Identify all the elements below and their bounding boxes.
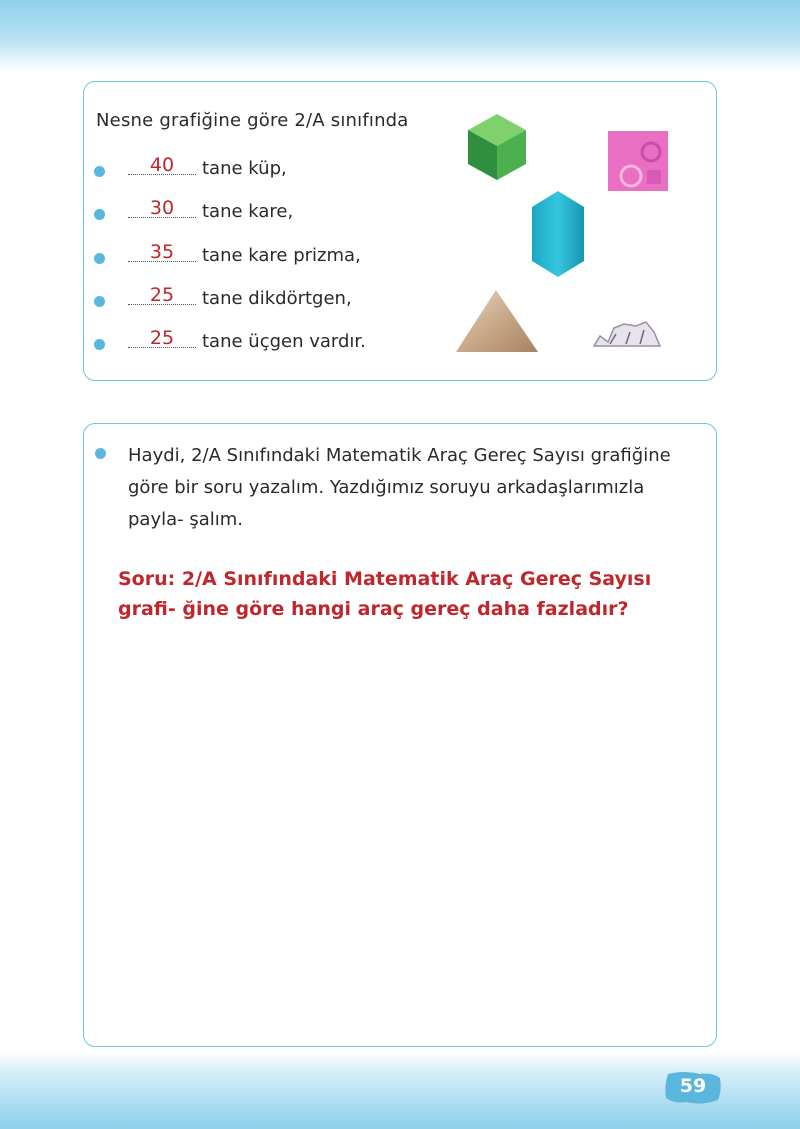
triangle-icon	[454, 288, 540, 354]
instruction-text: Haydi, 2/A Sınıfındaki Matematik Araç Gereç Sayısı grafiğine göre bir soru yazalım. Yazdığımız soruyu arkadaşlarımızla payla- şalım.	[128, 445, 671, 530]
item-text: tane üçgen vardır.	[202, 331, 366, 352]
page-number: 59	[679, 1075, 707, 1097]
answer-value: 40	[149, 154, 175, 176]
page-number-badge	[664, 1070, 714, 1104]
item-text: tane kare,	[202, 201, 294, 222]
intro-text: Nesne grafiğine göre 2/A sınıfında	[96, 110, 409, 131]
object-graph-summary-box	[83, 81, 717, 381]
pink-square-icon	[607, 130, 669, 192]
bullet-icon	[95, 448, 106, 459]
item-text: tane kare prizma,	[202, 245, 361, 266]
crumpled-shape-icon	[592, 318, 662, 348]
answer-value: 25	[149, 284, 175, 306]
bullet-icon	[94, 253, 105, 264]
green-cube-icon	[466, 112, 528, 182]
answer-value: 30	[149, 197, 175, 219]
list-item-cube	[84, 156, 444, 186]
item-text: tane küp,	[202, 158, 287, 179]
question-answer: Soru: 2/A Sınıfındaki Matematik Araç Gereç Sayısı grafi- ğine göre hangi araç gereç daha fazladır?	[118, 568, 652, 620]
list-item-triangle	[84, 329, 444, 359]
list-item-square	[84, 199, 444, 229]
write-question-box	[83, 423, 717, 1047]
answer-value: 35	[149, 241, 175, 263]
bullet-icon	[94, 209, 105, 220]
list-item-rectangle	[84, 286, 444, 316]
teal-prism-icon	[530, 189, 586, 279]
list-item-square-prism	[84, 243, 444, 273]
answer-value: 25	[149, 327, 175, 349]
bullet-icon	[94, 166, 105, 177]
bullet-icon	[94, 296, 105, 307]
bullet-icon	[94, 339, 105, 350]
top-band	[0, 0, 800, 72]
item-text: tane dikdörtgen,	[202, 288, 352, 309]
